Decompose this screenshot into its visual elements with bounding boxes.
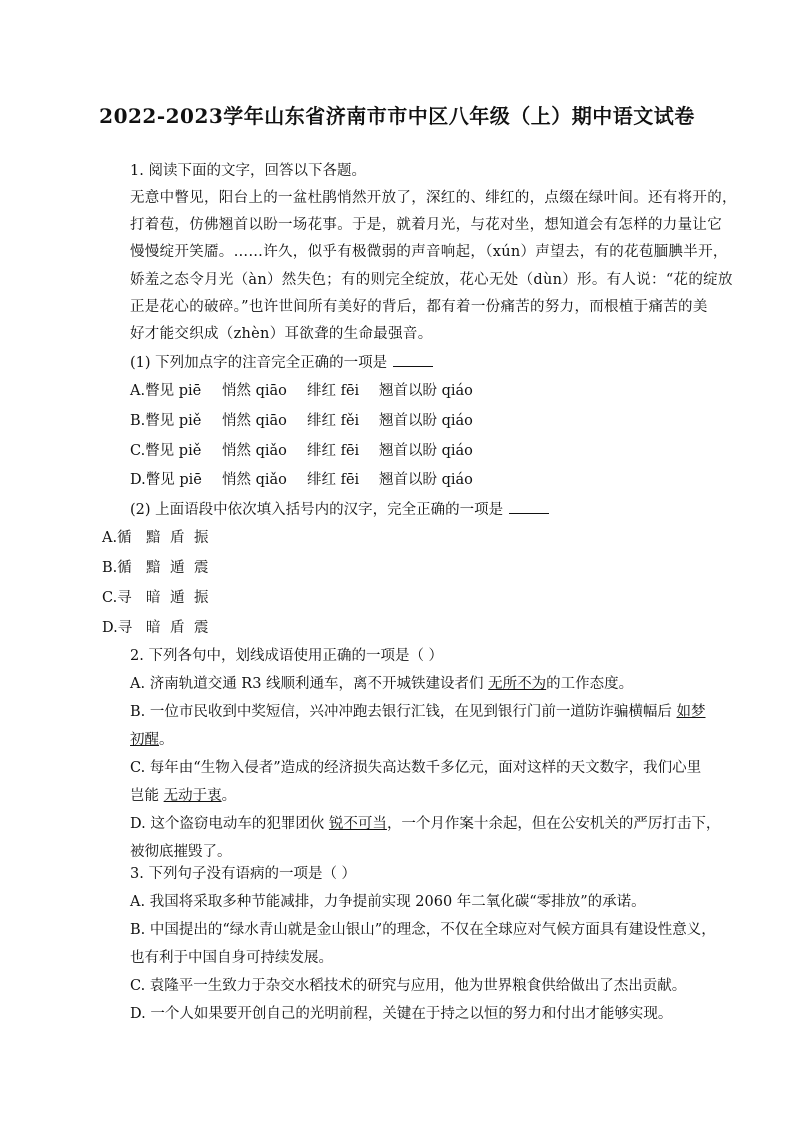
underlined-idiom: 无动于衷: [163, 788, 222, 804]
option-part: B.瞥见 piě: [130, 413, 202, 429]
option-text: B. 一位市民收到中奖短信，兴冲冲跑去银行汇钱，在见到银行门前一道防诈骗横幅后: [130, 704, 677, 720]
option-part: 暗: [146, 590, 161, 606]
q1-passage-line: 慢慢绽开笑靥。……许久，似乎有极微弱的声音响起，（xún）声望去，有的花苞腼腆半开，: [130, 244, 728, 260]
q1-passage-line: 娇羞之态令月光（àn）然失色；有的则完全绽放，花心无处（dùn）形。有人说：“花的绽放: [130, 272, 733, 288]
option-part: 盾: [170, 620, 185, 636]
option-part: 悄然 qiǎo: [222, 472, 287, 488]
q1-sub2-option-a[interactable]: [102, 528, 209, 548]
option-part: 悄然 qiāo: [222, 383, 287, 399]
option-part: 翘首以盼 qiáo: [379, 472, 473, 488]
answer-blank[interactable]: [393, 352, 433, 367]
option-part: 盾: [170, 530, 185, 546]
option-part: C.寻: [102, 590, 132, 606]
q2-option-c[interactable]: C. 每年由“生物入侵者”造成的经济损失高达数千多亿元，面对这样的天文数字，我们心里: [130, 760, 702, 776]
q3-option-d[interactable]: D. 一个人如果要开创自己的光明前程，关键在于持之以恒的努力和付出才能够实现。: [130, 1006, 673, 1022]
underlined-idiom: 初醒: [130, 732, 159, 748]
option-part: 振: [194, 530, 209, 546]
option-part: 震: [194, 560, 209, 576]
q3-option-c[interactable]: C. 袁隆平一生致力于杂交水稻技术的研究与应用，他为世界粮食供给做出了杰出贡献。: [130, 978, 687, 994]
q1-heading: 1. 阅读下面的文字，回答以下各题。: [130, 163, 366, 179]
q2-option-b[interactable]: [130, 702, 705, 722]
option-part: 遁: [170, 560, 185, 576]
q1-sub2-option-d[interactable]: [102, 618, 209, 638]
option-part: B.循: [102, 560, 132, 576]
option-part: 翘首以盼 qiáo: [379, 413, 473, 429]
q2-option-b-cont: [130, 730, 174, 750]
option-part: 翘首以盼 qiáo: [379, 383, 473, 399]
page-title: 2022-2023学年山东省济南市市中区八年级（上）期中语文试卷: [99, 104, 695, 128]
option-text: 。: [159, 732, 174, 748]
option-text: A. 济南轨道交通 R3 线顺利通车，离不开城铁建设者们: [130, 676, 489, 692]
q2-heading: 2. 下列各句中，划线成语使用正确的一项是（ ）: [130, 648, 444, 664]
option-part: 绯红 fēi: [307, 472, 360, 488]
option-part: D.寻: [102, 620, 133, 636]
option-text: 的工作态度。: [546, 676, 634, 692]
option-text: 岂能: [130, 788, 164, 804]
option-part: 遁: [170, 590, 185, 606]
q2-option-a[interactable]: [130, 674, 633, 694]
q1-passage-line: 打着苞，仿佛翘首以盼一场花事。于是，就着月光，与花对坐，想知道会有怎样的力量让它: [130, 217, 722, 233]
option-part: A.循: [102, 530, 132, 546]
option-part: 黯: [146, 560, 161, 576]
q1-sub1-question: [130, 352, 433, 373]
option-text: D. 这个盗窃电动车的犯罪团伙: [130, 816, 329, 832]
q1-sub2-option-b[interactable]: [102, 558, 209, 578]
option-part: 绯红 fěi: [307, 413, 360, 429]
option-text: ，一个月作案十余起，但在公安机关的严厉打击下，: [386, 816, 721, 832]
option-part: 翘首以盼 qiáo: [379, 443, 473, 459]
option-part: C.瞥见 piě: [130, 443, 202, 459]
q3-option-b[interactable]: B. 中国提出的“绿水青山就是金山银山”的理念，不仅在全球应对气候方面具有建设性意义，: [130, 922, 716, 938]
q1-sub1-option-b[interactable]: [130, 411, 473, 431]
underlined-idiom: 如梦: [676, 704, 706, 720]
option-part: A.瞥见 piē: [130, 383, 202, 399]
q1-sub1-text: (1) 下列加点字的注音完全正确的一项是: [130, 355, 388, 371]
option-text: 。: [221, 788, 237, 804]
option-part: 震: [194, 620, 209, 636]
q2-option-c-cont: [130, 786, 236, 806]
q2-option-d-cont: 被彻底摧毁了。: [130, 844, 232, 860]
q1-sub2-text: (2) 上面语段中依次填入括号内的汉字，完全正确的一项是: [130, 502, 504, 518]
q3-option-b-cont: 也有利于中国自身可持续发展。: [130, 950, 333, 966]
q3-option-a[interactable]: A. 我国将采取多种节能减排，力争提前实现 2060 年二氧化碳“零排放”的承诺。: [130, 894, 646, 910]
option-part: 振: [194, 590, 209, 606]
q1-sub1-option-a[interactable]: [130, 381, 473, 401]
underlined-idiom: 锐不可当: [328, 816, 387, 832]
option-part: 绯红 fēi: [307, 383, 360, 399]
q1-passage-line: 无意中瞥见，阳台上的一盆杜鹃悄然开放了，深红的、绯红的，点缀在绿叶间。还有将开的，: [130, 190, 737, 206]
q2-option-d[interactable]: [130, 814, 720, 834]
q1-sub1-option-c[interactable]: [130, 441, 473, 461]
option-part: 暗: [146, 620, 161, 636]
answer-blank[interactable]: [509, 499, 549, 514]
underlined-idiom: 无所不为: [488, 676, 547, 692]
q3-heading: 3. 下列句子没有语病的一项是（ ）: [130, 866, 357, 882]
option-part: 黯: [146, 530, 161, 546]
q1-sub2-option-c[interactable]: [102, 588, 209, 608]
option-part: 绯红 fēi: [307, 443, 360, 459]
q1-passage-line: 正是花心的破碎。”也许世间所有美好的背后，都有着一份痛苦的努力，而根植于痛苦的美: [130, 299, 708, 315]
option-part: D.瞥见 piē: [130, 472, 202, 488]
option-part: 悄然 qiǎo: [222, 443, 287, 459]
q1-passage-line: 好才能交织成（zhèn）耳欲聋的生命最强音。: [130, 326, 433, 342]
q1-sub1-option-d[interactable]: [130, 470, 473, 490]
q1-sub2-question: [130, 499, 549, 520]
option-part: 悄然 qiāo: [222, 413, 287, 429]
